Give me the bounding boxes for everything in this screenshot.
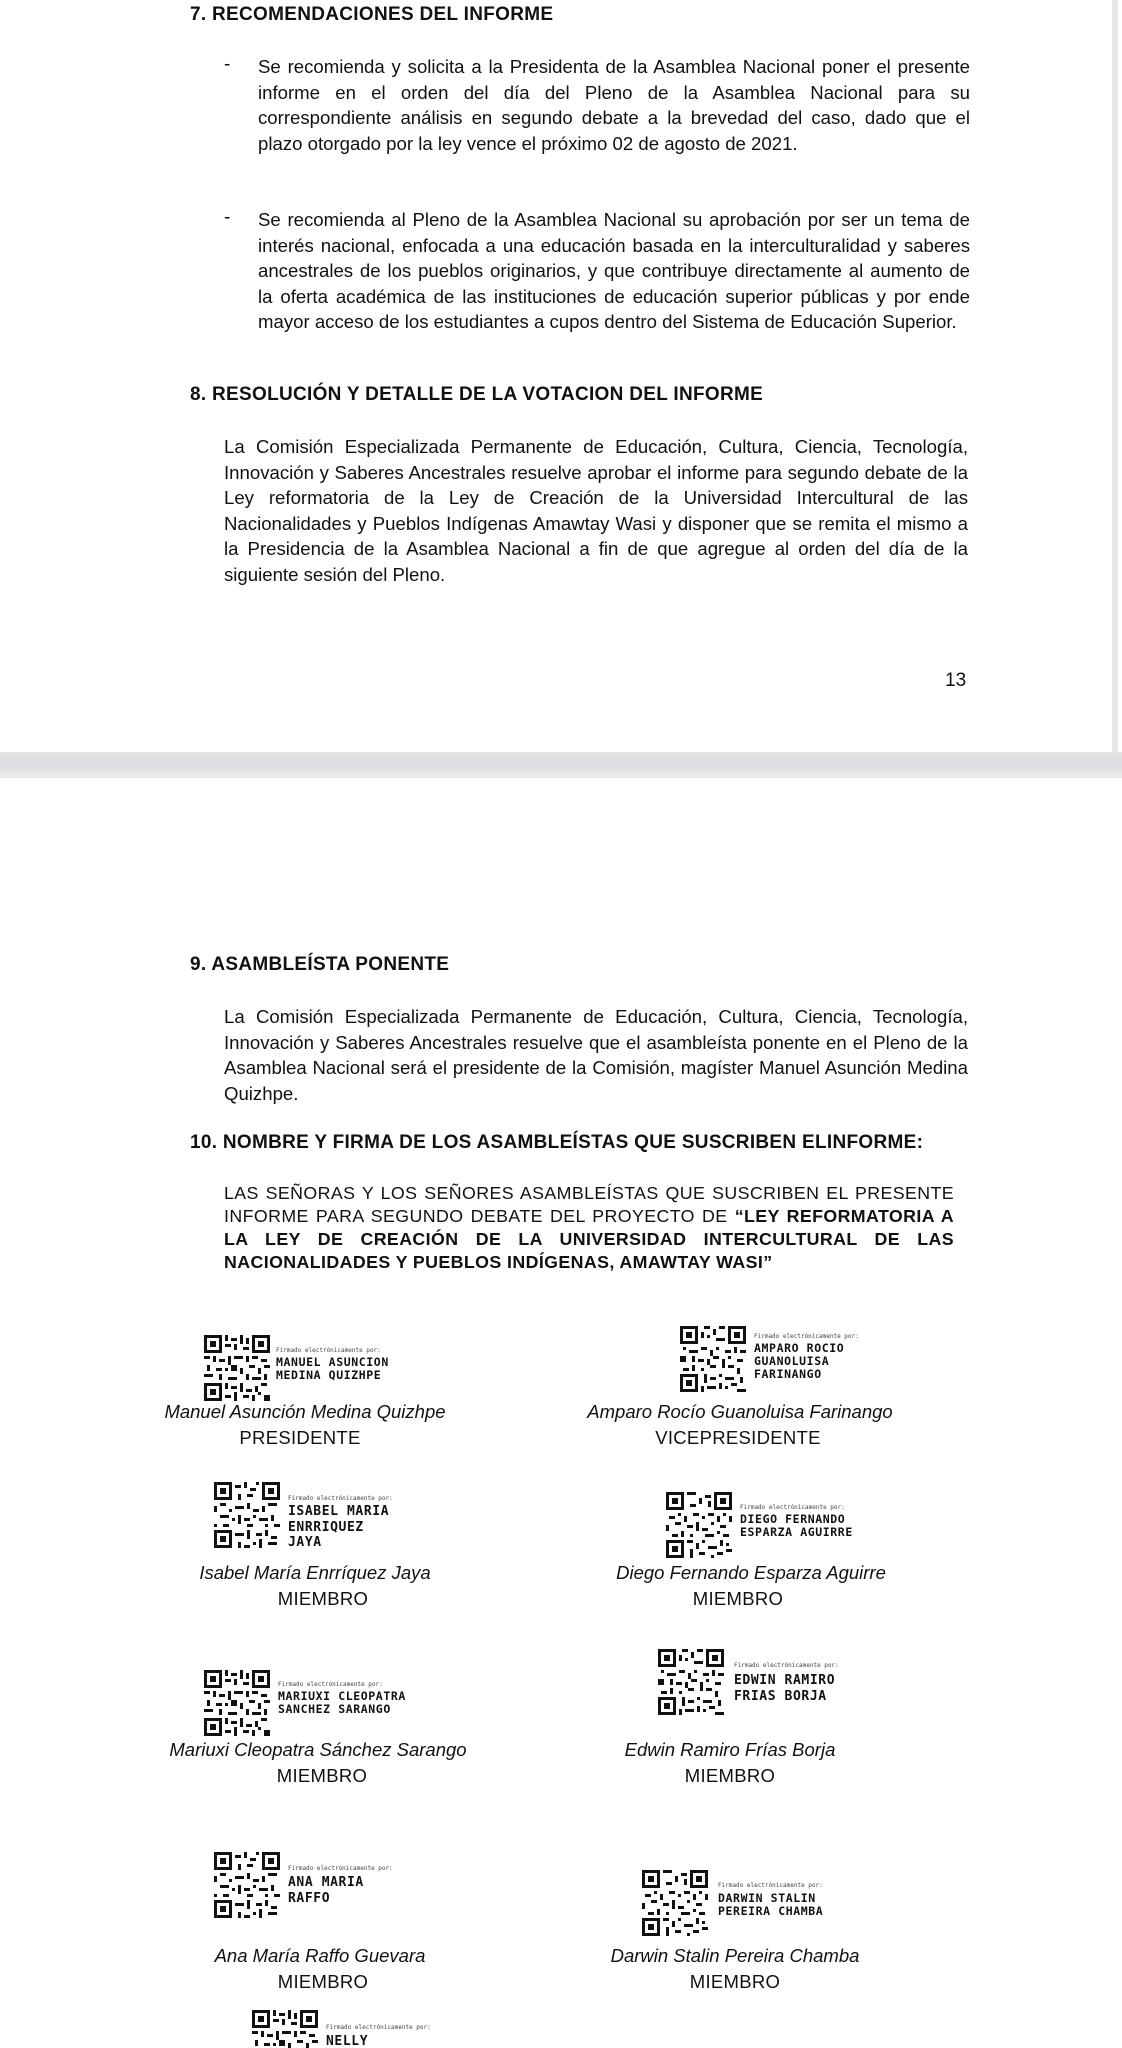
signed-by-label: Firmado electrónicamente por: bbox=[754, 1333, 859, 1340]
signed-by-label: Firmado electrónicamente por: bbox=[278, 1681, 383, 1688]
signer-role: MIEMBRO bbox=[277, 1971, 369, 1992]
document-page-14 bbox=[0, 778, 1122, 2048]
signer-name: Isabel María Enrríquez Jaya bbox=[199, 1562, 431, 1583]
stamp-name: EDWIN RAMIRO FRIAS BORJA bbox=[734, 1673, 836, 1704]
signature-qr-code-icon bbox=[658, 1649, 724, 1715]
signed-by-label: Firmado electrónicamente por: bbox=[326, 2024, 431, 2031]
signed-by-label: Firmado electrónicamente por: bbox=[288, 1865, 393, 1872]
signed-by-label: Firmado electrónicamente por: bbox=[734, 1662, 839, 1669]
signature-qr-code-icon bbox=[680, 1326, 746, 1392]
signer-name: Mariuxi Cleopatra Sánchez Sarango bbox=[169, 1739, 467, 1760]
bullet-dash: - bbox=[224, 207, 231, 228]
stamp-name: DIEGO FERNANDO ESPARZA AGUIRRE bbox=[740, 1512, 853, 1539]
section-9-heading: 9. ASAMBLEÍSTA PONENTE bbox=[190, 954, 450, 975]
signed-by-label: Firmado electrónicamente por: bbox=[276, 1347, 381, 1354]
signer-role: MIEMBRO bbox=[692, 1588, 784, 1609]
signer-name: Darwin Stalin Pereira Chamba bbox=[610, 1945, 860, 1966]
stamp-name: MANUEL ASUNCION MEDINA QUIZHPE bbox=[276, 1355, 389, 1382]
signer-name: Manuel Asunción Medina Quizhpe bbox=[164, 1401, 446, 1422]
intro-text: LAS SEÑORAS Y LOS SEÑORES ASAMBLEÍSTAS QUE SUSCRIBEN EL PRESENTE INFORME PARA SEGUNDO DEBATE DEL PROYECTO DE bbox=[224, 1183, 954, 1226]
signature-qr-code-icon bbox=[204, 1670, 270, 1736]
signature-qr-code-icon bbox=[666, 1492, 732, 1558]
signature-qr-code-icon bbox=[204, 1335, 270, 1401]
stamp-name: AMPARO ROCIO GUANOLUISA FARINANGO bbox=[754, 1341, 845, 1381]
signer-name: Diego Fernando Esparza Aguirre bbox=[616, 1562, 886, 1583]
signed-by-label: Firmado electrónicamente por: bbox=[288, 1495, 393, 1502]
stamp-name: DARWIN STALIN PEREIRA CHAMBA bbox=[718, 1891, 824, 1918]
page-separator bbox=[0, 752, 1122, 778]
stamp-name: NELLY bbox=[326, 2034, 369, 2048]
signed-by-label: Firmado electrónicamente por: bbox=[718, 1882, 823, 1889]
signer-name: Edwin Ramiro Frías Borja bbox=[624, 1739, 836, 1760]
section-10-intro bbox=[224, 1182, 954, 1274]
stamp-name: ANA MARIA RAFFO bbox=[288, 1875, 364, 1906]
signer-role: MIEMBRO bbox=[276, 1765, 368, 1786]
recommendation-1: Se recomienda y solicita a la Presidenta de la Asamblea Nacional poner el presente informe en el orden del día del Pleno de la Asamblea Nacional para su correspondiente análisis en segundo debate a la brevedad del caso, dado que el plazo otorgado por la ley vence el próximo 02 de agosto de 2021. bbox=[258, 56, 970, 154]
law-title: “LEY REFORMATORIA A LA LEY DE CREACIÓN DE LA UNIVERSIDAD INTERCULTURAL DE LAS NACIONALIDADES Y PUEBLOS INDÍGENAS, AMAWTAY WASI” bbox=[224, 1206, 954, 1272]
signature-qr-code-icon bbox=[642, 1870, 708, 1936]
signer-name: Amparo Rocío Guanoluisa Farinango bbox=[587, 1401, 893, 1422]
signer-role: PRESIDENTE bbox=[239, 1427, 361, 1448]
page-number: 13 bbox=[945, 670, 967, 691]
section-10-heading: 10. NOMBRE Y FIRMA DE LOS ASAMBLEÍSTAS QUE SUSCRIBEN ELINFORME: bbox=[190, 1132, 924, 1153]
signer-role: MIEMBRO bbox=[277, 1588, 369, 1609]
section-8-heading: 8. RESOLUCIÓN Y DETALLE DE LA VOTACION DEL INFORME bbox=[190, 384, 764, 405]
recommendation-2: Se recomienda al Pleno de la Asamblea Nacional su aprobación por ser un tema de interés nacional, enfocada a una educación basada en la interculturalidad y saberes ancestrales de los pueblos originarios, y que contribuye directamente al aumento de la oferta académica de las instituciones de educación superior públicas y por ende mayor acceso de los estudiantes a cupos dentro del Sistema de Educación Superior. bbox=[258, 209, 970, 333]
stamp-name: MARIUXI CLEOPATRA SANCHEZ SARANGO bbox=[278, 1689, 406, 1716]
signer-role: MIEMBRO bbox=[684, 1765, 776, 1786]
section-8-body: La Comisión Especializada Permanente de Educación, Cultura, Ciencia, Tecnología, Innovación y Saberes Ancestrales resuelve aprobar el informe para segundo debate de la Ley reformatoria de la Ley de Creación de la Universidad Intercultural de las Nacionalidades y Pueblos Indígenas Amawtay Wasi y disponer que se remita el mismo a la Presidencia de la Asamblea Nacional a fin de que agregue al orden del día de la siguiente sesión del Pleno. bbox=[224, 436, 968, 585]
signature-qr-code-icon bbox=[214, 1852, 280, 1918]
bullet-dash: - bbox=[224, 54, 231, 75]
signer-role: VICEPRESIDENTE bbox=[655, 1427, 821, 1448]
signature-qr-code-icon bbox=[214, 1482, 280, 1548]
signed-by-label: Firmado electrónicamente por: bbox=[740, 1504, 845, 1511]
signer-role: MIEMBRO bbox=[689, 1971, 781, 1992]
page-edge-shadow bbox=[1112, 0, 1118, 752]
stamp-name: ISABEL MARIA ENRRIQUEZ JAYA bbox=[288, 1504, 390, 1550]
signer-name: Ana María Raffo Guevara bbox=[214, 1945, 426, 1966]
document-page-13 bbox=[0, 0, 1118, 752]
section-9-body: La Comisión Especializada Permanente de Educación, Cultura, Ciencia, Tecnología, Innovación y Saberes Ancestrales resuelve que el asambleísta ponente en el Pleno de la Asamblea Nacional será el presidente de la Comisión, magíster Manuel Asunción Medina Quizhpe. bbox=[224, 1006, 968, 1104]
signature-qr-code-icon bbox=[252, 2010, 318, 2048]
section-7-heading: 7. RECOMENDACIONES DEL INFORME bbox=[190, 4, 554, 25]
